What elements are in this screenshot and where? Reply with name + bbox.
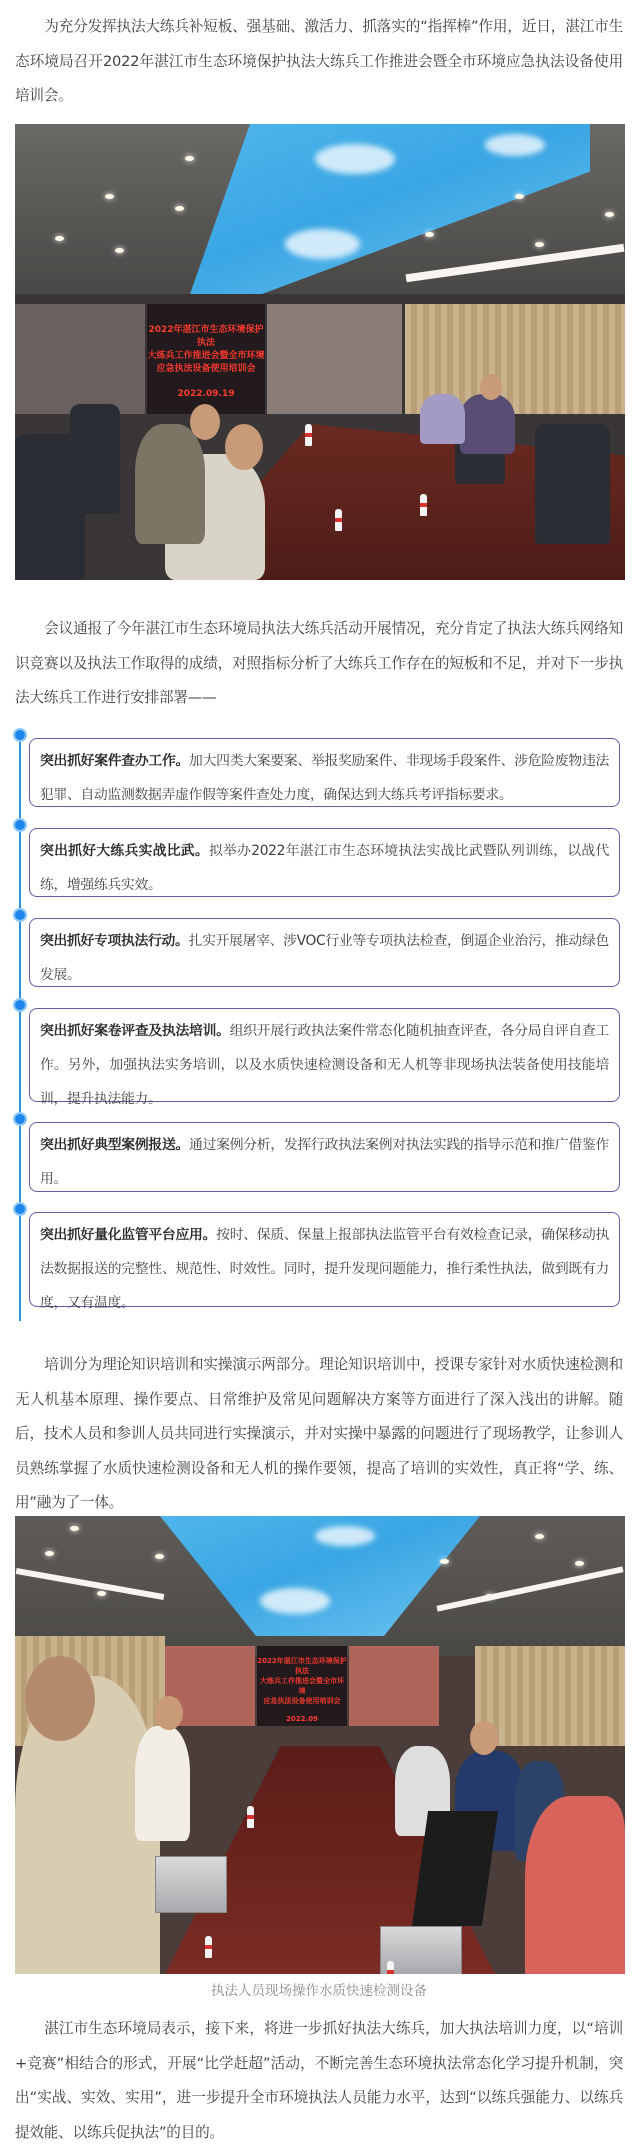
timeline-item-body: 扎实开展屠宰、涉VOC行业等专项执法检查，倒逼企业治污，推动绿色发展。 xyxy=(40,933,609,983)
timeline-item-body: 拟举办2022年湛江市生态环境执法实战比武暨队列训练，以战代练，增强练兵实效。 xyxy=(40,843,609,893)
ceiling-light xyxy=(515,194,524,199)
ceiling-light xyxy=(175,206,184,211)
attendee xyxy=(525,1796,625,1974)
timeline-item-body: 组织开展行政执法案件常态化随机抽查评查，各分局自评自查工作。另外，加强执法实务培训，以及水质快速检测设备和无人机等非现场执法装备使用技能培训，提升执法能力。 xyxy=(40,1023,609,1107)
attendee-head xyxy=(155,1696,183,1730)
ceiling-light xyxy=(425,232,434,237)
attendee-head xyxy=(190,404,220,440)
ceiling-light xyxy=(70,1526,79,1531)
attendee-head xyxy=(480,374,502,400)
timeline-item-body: 加大四类大案要案、举报奖励案件、非现场手段案件、涉危险废物违法犯罪、自动监测数据弄虚作假等案件查处力度，确保达到大练兵考评指标要求。 xyxy=(40,753,610,803)
curtain xyxy=(475,1646,625,1746)
ceiling-light xyxy=(115,248,124,253)
video-feed-left xyxy=(15,304,145,414)
water-bottle xyxy=(305,424,312,446)
ceiling-light xyxy=(155,1554,164,1559)
ceiling-light xyxy=(535,1534,544,1539)
timeline-item-title: 突出抓好专项执法行动。 xyxy=(40,933,189,949)
chair xyxy=(70,404,120,514)
timeline-item-competition xyxy=(29,828,620,897)
attendee xyxy=(135,1726,190,1841)
ceiling-light xyxy=(55,236,64,241)
cloud xyxy=(315,1526,375,1546)
led-screen: 2022年湛江市生态环境保护执法 大练兵工作推进会暨全市环境 应急执法设备使用培训会 2022.09.19 xyxy=(147,304,265,414)
attendee-head xyxy=(25,1656,95,1741)
ceiling-light xyxy=(97,1591,106,1596)
ceiling-light xyxy=(105,194,114,199)
meeting-photo xyxy=(15,124,625,580)
cloud xyxy=(315,144,395,174)
ceiling-light xyxy=(45,1551,54,1556)
timeline-item-title: 突出抓好典型案例报送。 xyxy=(40,1137,190,1153)
timeline-dot xyxy=(15,910,25,920)
led-screen: 2022年湛江市生态环境保护执法 大练兵工作推进会暨全市环境 应急执法设备使用培训会 2022.09 xyxy=(257,1646,347,1726)
attendee xyxy=(420,394,465,444)
ceiling-light xyxy=(605,212,614,217)
timeline-item-body: 按时、保质、保量上报部执法监管平台有效检查记录，确保移动执法数据报送的完整性、规范性、时效性。同时，提升发现问题能力，推行柔性执法，做到既有力度，又有温度。 xyxy=(40,1227,609,1311)
timeline-dot xyxy=(15,1000,25,1010)
attendee xyxy=(135,424,205,544)
equipment-case xyxy=(155,1856,227,1913)
water-bottle xyxy=(205,1936,212,1958)
closing-paragraph: 湛江市生态环境局表示，接下来，将进一步抓好执法大练兵，加大执法培训力度，以“培训+竞赛”相结合的形式，开展“比学赶超”活动，不断完善生态环境执法常态化学习提升机制，突出“实战、实效、实用”，进一步提升全市环境执法人员能力水平，达到“以练兵强能力、以练兵提效能、以练兵促执法”的目的。 xyxy=(15,2020,623,2141)
timeline-dot xyxy=(15,1204,25,1214)
photo-caption: 执法人员现场操作水质快速检测设备 xyxy=(211,1983,427,1999)
timeline-item-title: 突出抓好案卷评查及执法培训。 xyxy=(40,1023,230,1039)
cloud xyxy=(485,134,545,156)
timeline-item-title: 突出抓好案件查办工作。 xyxy=(40,753,190,769)
ceiling-light xyxy=(575,1561,584,1566)
timeline-item-case-reporting xyxy=(29,1122,620,1192)
attendee xyxy=(460,394,515,454)
timeline-item-platform xyxy=(29,1212,620,1311)
water-bottle xyxy=(420,494,427,516)
chair xyxy=(535,424,610,544)
video-feed-right xyxy=(267,304,402,414)
ceiling-light xyxy=(535,242,544,247)
ceiling-light xyxy=(440,1559,449,1564)
timeline-item-title: 突出抓好量化监管平台应用。 xyxy=(40,1227,217,1243)
meeting-report-paragraph: 会议通报了今年湛江市生态环境局执法大练兵活动开展情况，充分肯定了执法大练兵网络知识竞赛以及执法工作取得的成绩，对照指标分析了大练兵工作存在的短板和不足，并对下一步执法大练兵工作进行安排部署—— xyxy=(15,620,623,706)
timeline-item-title: 突出抓好大练兵实战比武。 xyxy=(40,843,209,859)
water-bottle xyxy=(247,1806,254,1828)
timeline-dot xyxy=(15,1114,25,1124)
timeline-item-special-enforcement xyxy=(29,918,620,987)
video-feed-right xyxy=(349,1646,439,1726)
open-equipment-case xyxy=(412,1811,498,1926)
attendee-head xyxy=(225,424,263,470)
cloud xyxy=(260,1588,330,1614)
timeline-item-file-review xyxy=(29,1008,620,1107)
timeline-item-case-handling xyxy=(29,738,620,807)
ceiling-light xyxy=(185,156,194,161)
training-photo xyxy=(15,1516,625,1974)
cloud xyxy=(285,229,360,259)
timeline-dot xyxy=(15,730,25,740)
water-bottle xyxy=(387,1961,394,1974)
water-bottle xyxy=(335,509,342,531)
training-paragraph: 培训分为理论知识培训和实操演示两部分。理论知识培训中，授课专家针对水质快速检测和无人机基本原理、操作要点、日常维护及常见问题解决方案等方面进行了深入浅出的讲解。随后，技术人员和参训人员共同进行实操演示，并对实操中暴露的问题进行了现场教学，让参训人员熟练掌握了水质快速检测设备和无人机的操作要领，提高了培训的实效性，真正将“学、练、用”融为了一体。 xyxy=(15,1356,623,1511)
intro-paragraph: 为充分发挥执法大练兵补短板、强基础、激活力、抓落实的“指挥棒”作用，近日，湛江市生态环境局召开2022年湛江市生态环境保护执法大练兵工作推进会暨全市环境应急执法设备使用培训会。 xyxy=(15,18,623,104)
timeline-item-body: 通过案例分析，发挥行政执法案例对执法实践的指导示范和推广借鉴作用。 xyxy=(40,1137,610,1187)
attendee-head xyxy=(470,1721,498,1755)
timeline-dot xyxy=(15,820,25,830)
